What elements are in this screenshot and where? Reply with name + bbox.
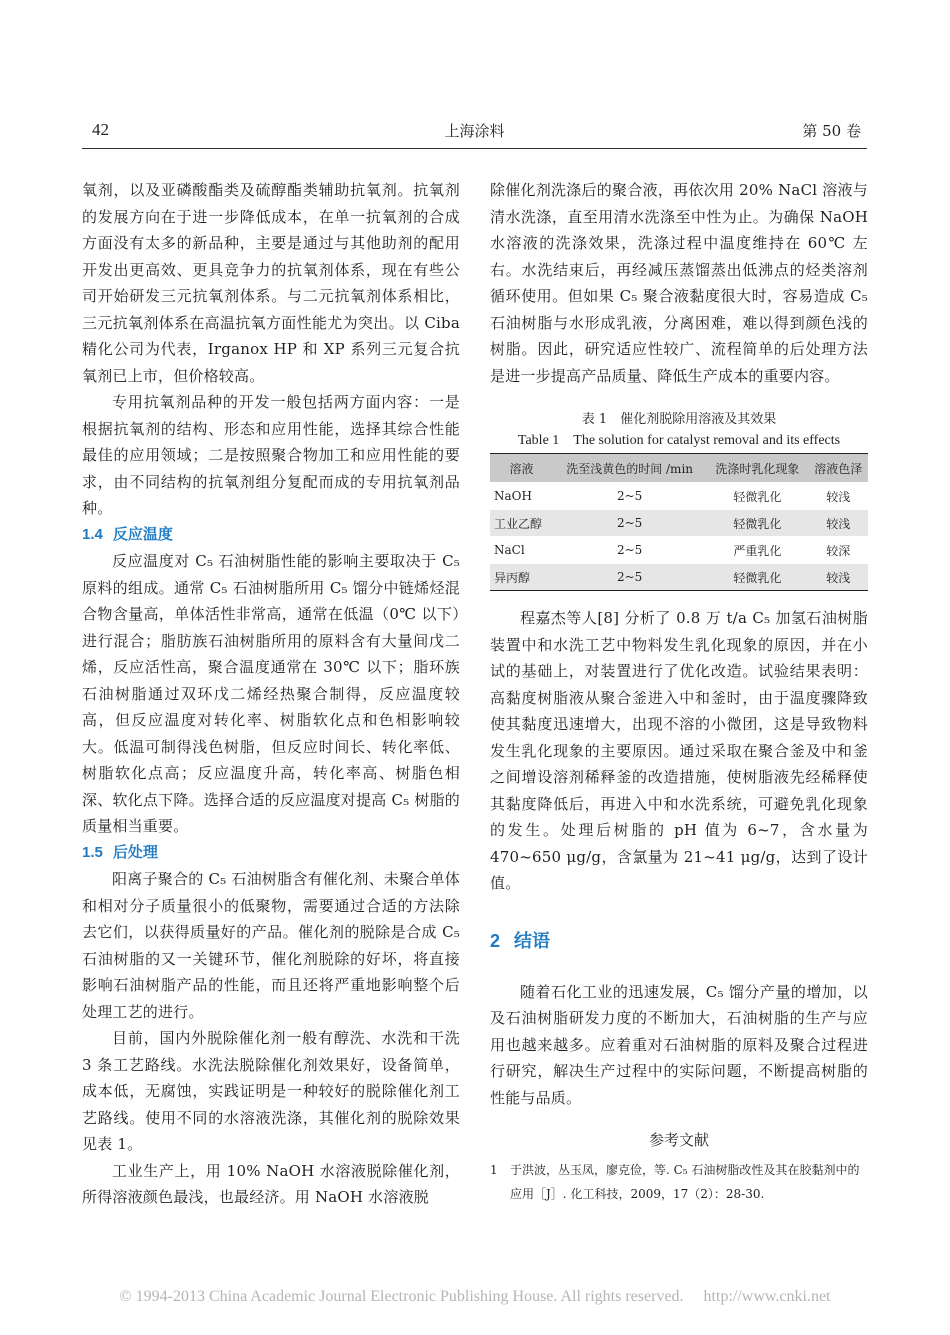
references-heading: 参考文献 bbox=[648, 1131, 709, 1149]
table-caption-en: Table 1 The solution for catalyst removal and its effects bbox=[517, 433, 841, 448]
paragraph: 目前，国内外脱除催化剂一般有醇洗、水洗和干洗 3 条工艺路线。水洗法脱除催化剂效果好，设备简单，成本低，无腐蚀，实践证明是一种较好的脱除催化剂工艺路线。使用不同的水溶液洗涤，其催化剂的脱除效果见表 1。 bbox=[82, 1029, 460, 1153]
table-header-cell: 洗涤时乳化现象 bbox=[706, 454, 808, 483]
section-heading-2 bbox=[490, 927, 868, 953]
table-caption-cn: 表 1 催化剂脱除用溶液及其效果 bbox=[581, 412, 777, 427]
paragraph: 工业生产上，用 10% NaOH 水溶液脱除催化剂，所得溶液颜色最浅，也最经济。用 NaOH 水溶液脱 bbox=[82, 1161, 460, 1206]
table-cell: 严重乳化 bbox=[706, 537, 808, 564]
section-number: 1.4 bbox=[82, 525, 103, 543]
table-row bbox=[490, 537, 868, 564]
table-header-cell: 洗至浅黄色的时间 /min bbox=[553, 454, 706, 483]
section-heading-1-5 bbox=[82, 840, 460, 867]
page-header bbox=[82, 118, 867, 149]
table-cell: 较深 bbox=[808, 537, 868, 564]
paragraph: 专用抗氧剂品种的开发一般包括两方面内容：一是根据抗氧剂的结构、形态和应用性能，选择其综合性能最佳的应用领域；二是按照聚合物加工和应用性能的要求，由不同结构的抗氧剂组分复配而成的专用抗氧剂品种。 bbox=[82, 393, 460, 517]
volume-label: 第 50 卷 bbox=[802, 122, 861, 140]
reference-number: 1 bbox=[490, 1163, 498, 1177]
table-row bbox=[490, 483, 868, 510]
table-cell: NaCl bbox=[490, 537, 553, 564]
copyright-text: © 1994-2013 China Academic Journal Electronic Publishing House. All rights reserved. bbox=[119, 1288, 684, 1305]
paragraph: 阳离子聚合的 C₅ 石油树脂含有催化剂、未聚合单体和相对分子质量很小的低聚物，需要通过合适的方法除去它们，以获得质量好的产品。催化剂的脱除是合成 C₅ 石油树脂的又一关键环节，催化剂脱除的好坏，将直接影响石油树脂产品的性能，而且还将严重地影响整个后处理工艺的进行。 bbox=[82, 870, 460, 1021]
copyright-footer bbox=[0, 1288, 950, 1306]
table-header-row bbox=[490, 454, 868, 483]
reference-item bbox=[490, 1158, 868, 1206]
table-cell: 2~5 bbox=[553, 537, 706, 564]
section-heading-1-4 bbox=[82, 522, 460, 549]
table-cell: 工业乙醇 bbox=[490, 510, 553, 537]
paragraph: 随着石化工业的迅速发展，C₅ 馏分产量的增加，以及石油树脂研发力度的不断加大，石油树脂的生产与应用也越来越多。应着重对石油树脂的原料及聚合过程进行研究，解决生产过程中的实际问题，不断提高树脂的性能与品质。 bbox=[490, 982, 868, 1107]
right-column bbox=[490, 177, 868, 1206]
paragraph: 程嘉杰等人[8] 分析了 0.8 万 t/a C₅ 加氢石油树脂装置中和水洗工艺中物料发生乳化现象的原因，并在小试的基础上，对装置进行了优化改造。试验结果表明：高黏度树脂液从聚合釜进入中和釜时，由于温度骤降致使其黏度迅速增大，出现不溶的小微团，这是导致物料发生乳化现象的主要原因。通过采取在聚合釜及中和釜之间增设溶剂稀释釜的改造措施，使树脂液先经稀释使其黏度降低后，再进入中和水洗系统，可避免乳化现象的发生。处理后树脂的 pH 值为 6~7，含水量为 470~650 μg/g，含氯量为 21~41 μg/g，达到了设计值。 bbox=[490, 609, 868, 892]
table-cell: 2~5 bbox=[553, 483, 706, 510]
table-cell: 较浅 bbox=[808, 564, 868, 591]
paragraph: 除催化剂洗涤后的聚合液，再依次用 20% NaCl 溶液与清水洗涤，直至用清水洗涤至中性为止。为确保 NaOH 水溶液的洗涤效果，洗涤过程中温度维持在 60℃ 左右。水洗结束后，再经减压蒸馏蒸出低沸点的烃类溶剂循环使用。但如果 C₅ 聚合液黏度很大时，容易造成 C₅ 石油树脂与水形成乳液，分离困难，难以得到颜色浅的树脂。因此，研究适应性较广、流程简单的后处理方法是进一步提高产品质量、降低生产成本的重要内容。 bbox=[490, 181, 868, 385]
reference-text: 于洪波，丛玉凤，廖克俭，等. C₅ 石油树脂改性及其在胶黏剂中的应用［J］. 化工科技，2009，17（2）：28-30. bbox=[510, 1163, 860, 1201]
left-column bbox=[82, 177, 460, 1211]
catalyst-removal-table bbox=[490, 453, 868, 591]
section-title: 反应温度 bbox=[112, 525, 173, 543]
section-number: 2 bbox=[490, 930, 501, 951]
table-cell: 轻微乳化 bbox=[706, 564, 808, 591]
table-row bbox=[490, 564, 868, 591]
table-cell: 轻微乳化 bbox=[706, 483, 808, 510]
footer-url: http://www.cnki.net bbox=[703, 1288, 831, 1305]
section-title: 后处理 bbox=[112, 843, 158, 861]
table-header-cell: 溶液 bbox=[490, 454, 553, 483]
table-cell: 2~5 bbox=[553, 564, 706, 591]
page-number: 42 bbox=[92, 120, 109, 139]
paragraph: 氧剂，以及亚磷酸酯类及硫醇酯类辅助抗氧剂。抗氧剂的发展方向在于进一步降低成本，在单一抗氧剂的合成方面没有太多的新品种，主要是通过与其他助剂的配用开发出更高效、更具竞争力的抗氧剂体系，现在有些公司开始研发三元抗氧剂体系。与二元抗氧剂体系相比，三元抗氧剂体系在高温抗氧方面性能尤为突出。以 Ciba 精化公司为代表，Irganox HP 和 XP 系列三元复合抗氧剂已上市，但价格较高。 bbox=[82, 181, 460, 385]
table-header-cell: 溶液色泽 bbox=[808, 454, 868, 483]
paragraph: 反应温度对 C₅ 石油树脂性能的影响主要取决于 C₅ 原料的组成。通常 C₅ 石油树脂所用 C₅ 馏分中链烯烃混合物含量高，单体活性非常高，通常在低温（0℃ 以下）进行混合；脂肪族石油树脂所用的原料含有大量间戊二烯，反应活性高，聚合温度通常在 30℃ 以下；脂环族石油树脂通过双环戊二烯经热聚合制得，反应温度较高，但反应温度对转化率、树脂软化点和色相影响较大。低温可制得浅色树脂，但反应时间长、转化率低、树脂软化点高；反应温度升高，转化率高、树脂色相深、软化点下降。选择合适的反应温度对提高 C₅ 树脂的质量相当重要。 bbox=[82, 552, 460, 835]
table-cell: 异丙醇 bbox=[490, 564, 553, 591]
section-title: 结语 bbox=[514, 930, 551, 951]
table-row bbox=[490, 510, 868, 537]
table-cell: NaOH bbox=[490, 483, 553, 510]
table-cell: 较浅 bbox=[808, 483, 868, 510]
journal-name: 上海涂料 bbox=[444, 122, 505, 140]
table-cell: 2~5 bbox=[553, 510, 706, 537]
table-cell: 轻微乳化 bbox=[706, 510, 808, 537]
table-cell: 较浅 bbox=[808, 510, 868, 537]
section-number: 1.5 bbox=[82, 843, 103, 861]
